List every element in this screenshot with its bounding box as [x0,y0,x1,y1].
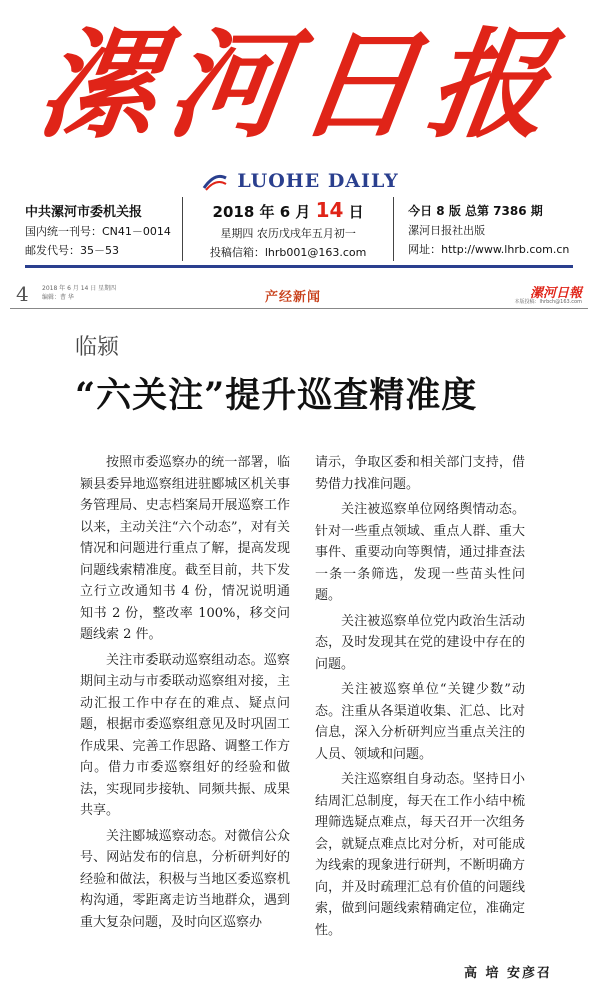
weekday-lunar: 星期四 农历戊戌年五月初一 [220,227,356,240]
website: 网址：http://www.lhrb.com.cn [408,242,570,256]
masthead-subtitle [0,165,600,197]
page-logo: 漯河日報 [529,286,582,301]
publisher: 漯河日报社出版 [408,223,486,237]
paragraph: 关注市委联动巡察组动态。巡察期间主动与市委联动巡察组对接，主动汇报工作中存在的难点、疑点问题，根据市委巡察组意见及时巩固工作成果、完善工作思路、调整工作方向。借力市委巡察组好的经验和做法，实现同步接轨、同频共振、成果共享。 [80,652,290,818]
article-column-right [315,452,525,972]
issue-date-suffix: 日 [343,203,364,221]
article-byline: 高 培 安彦召 [463,966,552,981]
organ-label: 中共漯河市委机关报 [25,204,143,220]
masthead-divider [25,265,573,268]
section-title: 产经新闻 [265,290,322,305]
article-headline: “六关注”提升巡查精准度 [75,375,478,416]
paragraph: 按照市委巡察办的统一部署，临颍县委异地巡察组进驻郾城区机关事务管理局、史志档案局开展巡察工作以来，主动关注“六个动态”，对有关情况和问题进行重点了解，提高发现问题线索精准度。截至目前，共下发立行立改通知书 4 份，情况说明通知书 2 份，整改率 100%，移交问题线索 2 件。 [80,455,290,642]
paragraph: 关注被巡察单位“关键少数”动态。注重从各渠道收集、汇总、比对信息，深入分析研判应当重点关注的人员、领域和问题。 [315,682,525,762]
page-header [10,282,588,309]
postal-code: 邮发代号：35－53 [25,243,119,257]
paragraph: 关注被巡察单位网络舆情动态。针对一些重点领域、重点人群、重大事件、重要动向等舆情，通过排查法一条一条筛选，发现一些苗头性问题。 [315,502,525,603]
page-email: 本版投稿：lhrbch@163.com [514,299,582,305]
edition-count: 今日 8 版 总第 7386 期 [408,203,543,218]
domestic-code: 国内统一刊号：CN41－0014 [25,224,171,238]
publication-info [25,197,182,261]
paragraph: 关注巡察组自身动态。坚持日小结周汇总制度，每天在工作小结中梳理筛选疑点难点，每天召开一次组务会，就疑点难点比对分析，对可能成为线索的现象进行研判，不断明确方向，并及时疏理汇总有价值的问题线索，做到问题线索精确定位，准确定性。 [315,772,525,938]
english-name: LUOHE DAILY [237,170,399,192]
page-meta [42,284,116,302]
date-info [182,197,394,261]
page-number: 4 [16,282,29,306]
article-kicker: 临颍 [75,335,120,360]
issue-date-month: 2018 年 6 月 [212,203,316,221]
paragraph: 关注郾城巡察动态。对微信公众号、网站发布的信息，分析研判好的经验和做法，积极与当地区委巡察机构沟通，零距离走访当地群众，遇到重大复杂问题，及时向区巡察办 [80,828,290,930]
paragraph-continued: 请示，争取区委和相关部门支持，借势借力找准问题。 [315,455,525,492]
paragraph: 关注被巡察单位党内政治生活动态，及时发现其在党的建设中存在的问题。 [315,613,525,672]
article-body [80,452,525,972]
page-meta-editor: 编辑：曹 华 [42,294,74,301]
newspaper-logo-icon [201,170,229,192]
masthead-info-row [25,197,575,261]
article-column-left [80,452,290,972]
submission-email: 投稿信箱：lhrb001@163.com [209,246,367,259]
page-meta-date: 2018 年 6 月 14 日 星期四 [42,285,117,292]
issue-date-day: 14 [315,198,344,222]
issue-date [213,198,364,222]
newspaper-title: 漯河日报 [30,15,570,154]
masthead [0,0,600,200]
edition-info [394,197,575,261]
